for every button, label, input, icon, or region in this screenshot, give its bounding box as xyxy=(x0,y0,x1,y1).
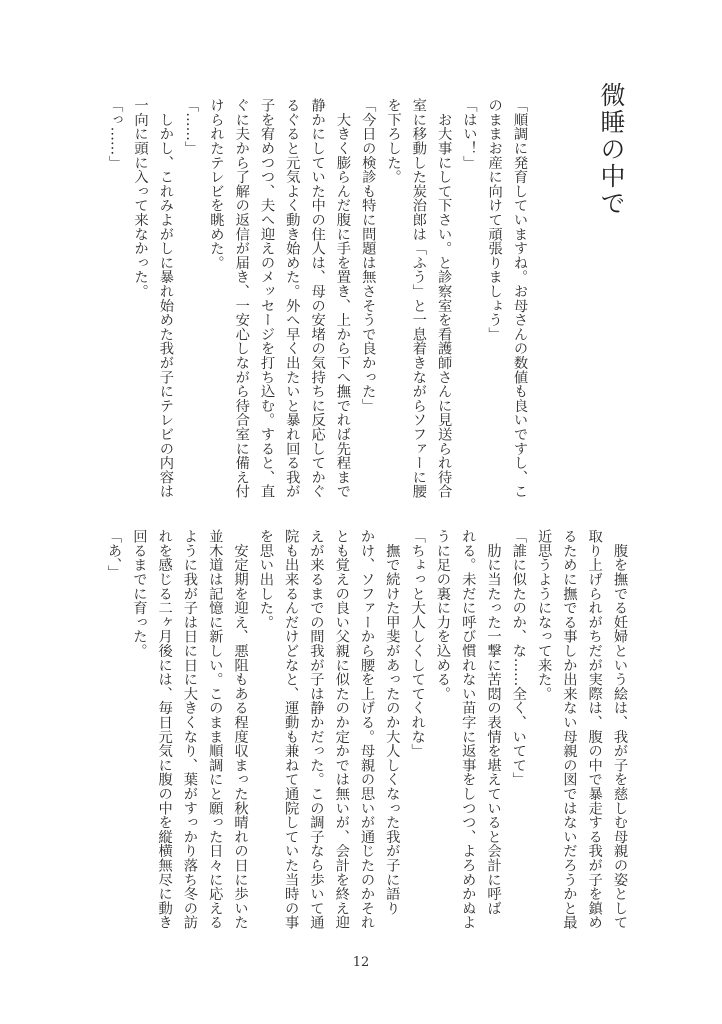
text-line: ように我が子は日に日に大きくなり、葉がすっかり落ち冬の訪 xyxy=(181,529,198,930)
text-line: 撫で続けた甲斐があったのか大人しくなった我が子に語り xyxy=(384,529,401,916)
text-line: るぐると元気よく動き始めた。外へ早く出たいと暴れ回る我が xyxy=(284,98,301,499)
text-line: 安定期を迎え、悪阻もある程度収まった秋晴れの日に歩いた xyxy=(232,529,249,930)
text-line: を下ろした。 xyxy=(385,98,402,184)
text-line: 静かにしていた中の住人は、母の安堵の気持ちに反応してかぐ xyxy=(309,98,326,499)
text-line: 大きく膨らんだ腹に手を置き、上から下へ撫でれば先程まで xyxy=(334,98,351,499)
text-line: 「っ……」 xyxy=(107,98,124,170)
text-block-top xyxy=(102,98,532,508)
text-line: 腹を撫でる妊婦という絵は、我が子を慈しむ母親の姿として xyxy=(612,529,628,930)
text-line: を思い出した。 xyxy=(257,529,274,630)
text-line: れを感じる二ヶ月後には、毎日元気に腹の中を縦横無尽に動き xyxy=(156,529,173,930)
text-line: お大事にして下さい。と診察室を看護師さんに見送られ待合 xyxy=(436,98,453,499)
text-line: 取り上げられがちだが実際は、腹の中で暴走する我が子を鎮め xyxy=(586,529,603,930)
text-line: 回るまでに育った。 xyxy=(131,529,148,658)
text-line: 近思うようになって来た。 xyxy=(536,529,553,701)
text-line: のままお産に向けて頑張りましょう」 xyxy=(486,98,503,342)
text-line: 「ちょっと大人しくしててくれな」 xyxy=(409,529,426,758)
text-line: 室に移動した炭治郎は「ふう」と一息着きながらソファーに腰 xyxy=(410,98,427,499)
text-line: 子を宥めつつ、夫へ迎えのメッセージを打ち込む。すると、直 xyxy=(259,98,276,499)
text-line: とも覚えの良い父親に似たのか定かでは無いが、会計を終え迎 xyxy=(333,529,350,930)
text-line: 「……」 xyxy=(183,98,200,156)
text-line: けられたテレビを眺めた。 xyxy=(208,98,225,270)
page-number: 12 xyxy=(352,955,370,970)
text-line: ぐに夫から了解の返信が届き、一安心しながら待合室に備え付 xyxy=(233,98,250,499)
text-line: 肋に当たった一撃に苦悶の表情を堪えていると会計に呼ば xyxy=(485,529,502,916)
text-line: れる。未だに呼び慣れない苗字に返事をしつつ、よろめかぬよ xyxy=(460,529,477,930)
text-line: しかし、これみよがしに暴れ始めた我が子にテレビの内容は xyxy=(157,98,174,499)
text-line: 「誰に似たのか、な……全く、いてて」 xyxy=(510,529,527,787)
chapter-title: 微睡の中で xyxy=(597,82,626,217)
text-line: えが来るまでの間我が子は静かだった。この調子なら歩いて通 xyxy=(308,529,325,930)
text-block-bottom xyxy=(101,529,632,939)
text-line: 並木道は記憶に新しい。このまま順調にと願った日々に応える xyxy=(207,529,224,930)
text-line: うに足の裏に力を込める。 xyxy=(434,529,451,701)
text-line: 「あ、」 xyxy=(106,529,123,580)
text-line: 「はい！」 xyxy=(461,98,478,170)
text-line: 「今日の検診も特に問題は無さそうで良かった」 xyxy=(360,98,377,413)
text-line: るために撫でる事しか出来ない母親の図ではないだろうかと最 xyxy=(561,529,578,930)
text-line: 一向に頭に入って来なかった。 xyxy=(132,98,149,299)
text-line: 「順調に発育していますね。お母さんの数値も良いですし、こ xyxy=(512,98,528,499)
text-line: 院も出来るんだけどなと、運動も兼ねて通院していた当時の事 xyxy=(283,529,300,930)
text-line: かけ、ソファーから腰を上げる。母親の思いが通じたのかそれ xyxy=(359,529,376,930)
